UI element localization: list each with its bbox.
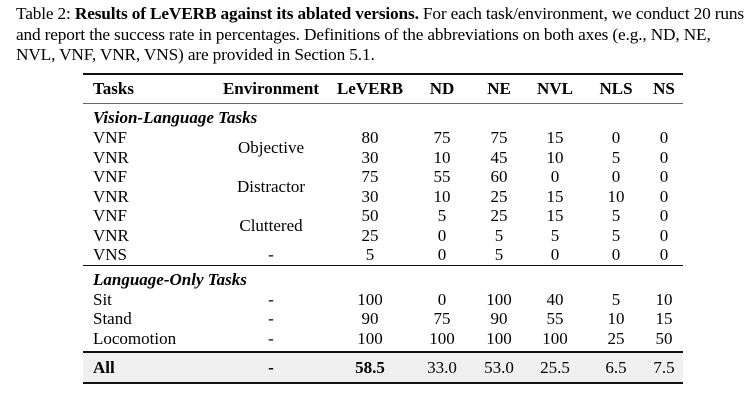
environment-cell: - bbox=[268, 289, 274, 309]
table-row bbox=[83, 309, 683, 329]
summary-row bbox=[83, 352, 683, 383]
value-nvl: 100 bbox=[542, 328, 568, 348]
value-nd: 0 bbox=[437, 245, 447, 264]
value-ne: 90 bbox=[490, 309, 508, 328]
table-row bbox=[83, 187, 683, 207]
table-row bbox=[83, 329, 683, 353]
value-nd: 10 bbox=[433, 147, 451, 167]
value-ns: 0 bbox=[659, 245, 669, 264]
header-nls: NLS bbox=[599, 79, 633, 99]
caption-body: For each task/environment, we conduct 20 runs and report the success rate in percentages. Definitions of the abbreviations on both axes (e.g., ND, NE, NVL, VNF, VNR, VNS) are provided in Section 5.1. bbox=[16, 4, 744, 64]
task-cell: VNF bbox=[93, 167, 128, 186]
value-nvl: 0 bbox=[550, 167, 560, 186]
environment-cell: Objective bbox=[237, 137, 305, 157]
value-nvl: 25.5 bbox=[540, 358, 570, 377]
value-ne: 100 bbox=[486, 289, 512, 309]
value-nls: 5 bbox=[611, 206, 621, 225]
value-nls: 5 bbox=[611, 147, 621, 167]
value-ns: 0 bbox=[659, 167, 669, 186]
value-leverb: 25 bbox=[361, 225, 379, 245]
environment-cell: Distractor bbox=[237, 176, 305, 196]
table-row bbox=[83, 167, 683, 187]
value-nd: 0 bbox=[437, 225, 447, 245]
section-header-vision bbox=[83, 104, 683, 129]
value-leverb: 100 bbox=[357, 289, 383, 309]
value-leverb: 30 bbox=[361, 186, 379, 206]
value-ns: 0 bbox=[659, 147, 669, 167]
environment-cell: - bbox=[268, 328, 274, 348]
table-row bbox=[83, 148, 683, 168]
section-title: Language-Only Tasks bbox=[93, 269, 247, 289]
value-ns: 0 bbox=[659, 128, 669, 147]
value-nd: 75 bbox=[433, 128, 451, 147]
value-nls: 25 bbox=[607, 328, 625, 348]
value-nls: 0 bbox=[611, 245, 621, 264]
value-ne: 5 bbox=[494, 245, 504, 264]
task-cell: Locomotion bbox=[93, 328, 177, 348]
task-cell: Stand bbox=[93, 309, 132, 328]
value-ns: 0 bbox=[659, 186, 669, 206]
table-row bbox=[83, 128, 683, 148]
value-nls: 0 bbox=[611, 167, 621, 186]
table-caption bbox=[16, 4, 746, 66]
environment-cell: - bbox=[268, 245, 274, 264]
value-nls: 5 bbox=[611, 225, 621, 245]
task-cell: VNF bbox=[93, 128, 128, 147]
value-ne: 60 bbox=[490, 167, 508, 186]
value-ns: 0 bbox=[659, 206, 669, 225]
value-nd: 55 bbox=[433, 167, 451, 186]
value-ns: 0 bbox=[659, 225, 669, 245]
value-nvl: 15 bbox=[546, 128, 564, 147]
task-cell: VNR bbox=[93, 186, 129, 206]
header-row bbox=[83, 74, 683, 104]
section-title: Vision-Language Tasks bbox=[93, 108, 258, 127]
header-ne: NE bbox=[487, 79, 511, 99]
value-ne: 100 bbox=[486, 328, 512, 348]
value-nvl: 0 bbox=[550, 245, 560, 264]
environment-cell: - bbox=[268, 358, 274, 377]
caption-title: Results of LeVERB against its ablated versions. bbox=[74, 4, 419, 23]
value-ne: 75 bbox=[490, 128, 508, 147]
value-nd: 0 bbox=[437, 289, 447, 309]
header-nvl: NVL bbox=[537, 79, 573, 99]
value-leverb: 5 bbox=[365, 245, 375, 264]
header-environment: Environment bbox=[222, 79, 320, 99]
task-cell: VNS bbox=[93, 245, 128, 264]
task-cell: All bbox=[93, 358, 115, 377]
value-leverb: 58.5 bbox=[355, 358, 385, 377]
value-nls: 10 bbox=[607, 309, 625, 328]
environment-cell: Cluttered bbox=[239, 215, 303, 235]
value-ns: 7.5 bbox=[653, 358, 675, 377]
value-nvl: 10 bbox=[546, 147, 564, 167]
task-cell: Sit bbox=[93, 289, 112, 309]
value-nls: 0 bbox=[611, 128, 621, 147]
value-nvl: 15 bbox=[546, 206, 564, 225]
environment-cell: - bbox=[268, 309, 274, 328]
value-ns: 15 bbox=[655, 309, 673, 328]
table-row bbox=[83, 206, 683, 226]
header-tasks: Tasks bbox=[93, 79, 134, 99]
table-row bbox=[83, 226, 683, 246]
task-cell: VNR bbox=[93, 225, 129, 245]
value-nls: 10 bbox=[607, 186, 625, 206]
value-ne: 25 bbox=[490, 186, 508, 206]
value-nd: 75 bbox=[433, 309, 451, 328]
task-cell: VNR bbox=[93, 147, 129, 167]
value-nvl: 5 bbox=[550, 225, 560, 245]
table-row bbox=[83, 290, 683, 310]
header-leverb: LeVERB bbox=[336, 79, 404, 99]
value-nvl: 55 bbox=[546, 309, 564, 328]
value-nls: 5 bbox=[611, 289, 621, 309]
value-leverb: 30 bbox=[361, 147, 379, 167]
value-leverb: 75 bbox=[361, 167, 379, 186]
value-ne: 5 bbox=[494, 225, 504, 245]
value-nd: 5 bbox=[437, 206, 447, 225]
value-leverb: 50 bbox=[361, 206, 379, 225]
value-nd: 100 bbox=[429, 328, 455, 348]
value-nvl: 40 bbox=[546, 289, 564, 309]
value-ns: 10 bbox=[655, 289, 673, 309]
header-nd: ND bbox=[429, 79, 455, 99]
results-table-container bbox=[83, 73, 673, 384]
task-cell: VNF bbox=[93, 206, 128, 225]
value-nls: 6.5 bbox=[605, 358, 627, 377]
value-nvl: 15 bbox=[546, 186, 564, 206]
value-leverb: 90 bbox=[361, 309, 379, 328]
value-ne: 45 bbox=[490, 147, 508, 167]
header-ns: NS bbox=[653, 79, 675, 99]
section-header-language bbox=[83, 265, 683, 290]
value-nd: 33.0 bbox=[427, 358, 457, 377]
value-ns: 50 bbox=[655, 328, 673, 348]
table-row bbox=[83, 245, 683, 265]
value-nd: 10 bbox=[433, 186, 451, 206]
caption-label: Table 2: bbox=[16, 4, 71, 23]
value-leverb: 100 bbox=[357, 328, 383, 348]
value-ne: 53.0 bbox=[484, 358, 514, 377]
results-table bbox=[83, 73, 683, 384]
value-ne: 25 bbox=[490, 206, 508, 225]
value-leverb: 80 bbox=[361, 128, 379, 147]
